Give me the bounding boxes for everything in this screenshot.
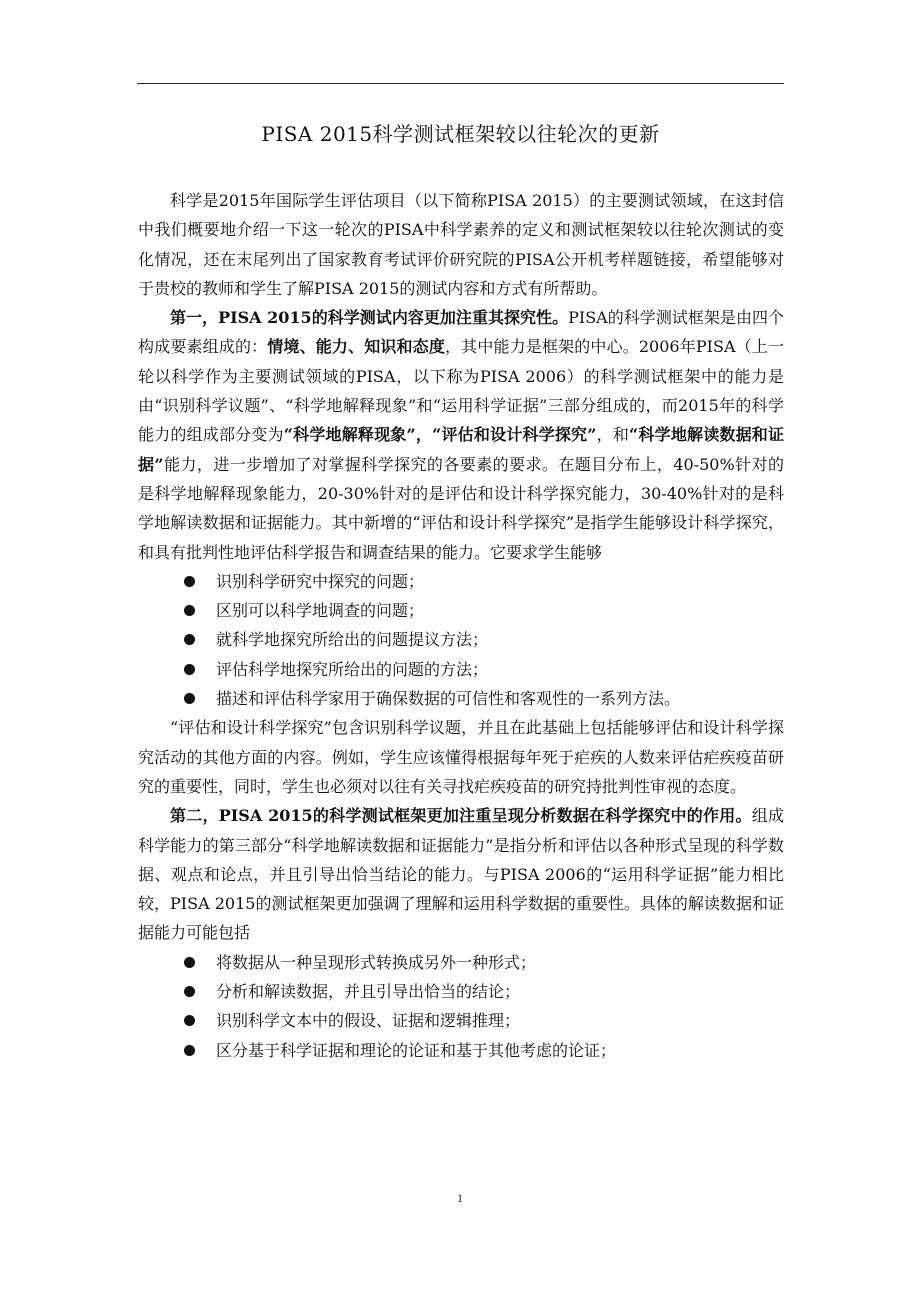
- list-item: [138, 948, 784, 977]
- list-item-text: 分析和解读数据，并且引导出恰当的结论；: [216, 982, 521, 1002]
- bullet-icon: [184, 957, 195, 968]
- list-item: [138, 596, 784, 625]
- page-number: 1: [457, 1191, 463, 1205]
- section1-text-4: 能力，进一步增加了对掌握科学探究的各要素的要求。在题目分布上，40-50%针对的是科学地解释现象能力，20-30%针对的是评估和设计科学探究能力，30-40%针对的是科学地解读数据和证据能力。其中新增的“评估和设计科学探究”是指学生能够设计科学探究，和具有批判性地评估科学报告和调查结果的能力。它要求学生能够: [138, 454, 784, 562]
- intro-paragraph: 科学是2015年国际学生评估项目（以下简称PISA 2015）的主要测试领域，在这封信中我们概要地介绍一下这一轮次的PISA中科学素养的定义和测试框架较以往轮次测试的变化情况，还在末尾列出了国家教育考试评价研究院的PISA公开机考样题链接，希望能够对于贵校的教师和学生了解PISA 2015的测试内容和方式有所帮助。: [138, 191, 784, 298]
- section1-competency-1: “科学地解释现象”，: [283, 425, 433, 445]
- section1-text-3: ，和: [596, 425, 630, 445]
- document-title: PISA 2015科学测试框架较以往轮次的更新: [261, 122, 660, 146]
- section1-competency-2: “评估和设计科学探究”: [432, 425, 597, 445]
- list-item-text: 将数据从一种呈现形式转换成另外一种形式；: [216, 952, 537, 972]
- list-item-text: 评估科学地探究所给出的问题的方法；: [216, 659, 489, 679]
- section1-text-1: PISA的科学测试框架是由四个构成要素组成的：: [138, 308, 785, 357]
- bullet-icon: [184, 634, 195, 645]
- list-item: [138, 567, 784, 596]
- bullet-icon: [184, 1015, 195, 1026]
- list-item-text: 区分基于科学证据和理论的论证和基于其他考虑的论证；: [216, 1040, 617, 1060]
- section1-paragraph: [138, 303, 784, 567]
- header-rule: [137, 83, 784, 84]
- list-item: [138, 977, 784, 1006]
- list-item: [138, 655, 784, 684]
- list-item: [138, 625, 784, 654]
- section1-text-2: ，其中能力是框架的中心。2006年PISA（上一轮以科学作为主要测试领域的PISA，以下称为PISA 2006）的科学测试框架中的能力是由“识别科学议题”、“科学地解释现象”和“运用科学证据”三部分组成的，而2015年的科学能力的组成部分变为: [138, 337, 784, 445]
- list-item: [138, 1006, 784, 1035]
- list-item-text: 描述和评估科学家用于确保数据的可信性和客观性的一系列方法。: [216, 689, 681, 709]
- section2-text: 组成科学能力的第三部分“科学地解读数据和证据能力”是指分析和评估以各种形式呈现的科学数据、观点和论点，并且引导出恰当结论的能力。与PISA 2006的“运用科学证据”能力相比较，PISA 2015的测试框架更加强调了理解和运用科学数据的重要性。具体的解读数据和证据能力可能包括: [138, 806, 784, 943]
- document-body: [138, 186, 784, 1065]
- bullet-icon: [184, 986, 195, 997]
- bullet-icon: [184, 605, 195, 616]
- section2-bullet-list: [138, 948, 784, 1065]
- bullet-icon: [184, 576, 195, 587]
- list-item-text: 区别可以科学地调查的问题；: [216, 601, 425, 621]
- list-item-text: 识别科学研究中探究的问题；: [216, 571, 425, 591]
- section1-competency-3: “科学地解读数据和证据”: [138, 425, 784, 474]
- section2-lead: 第二，PISA 2015的科学测试框架更加注重呈现分析数据在科学探究中的作用。: [170, 806, 752, 826]
- list-item: [138, 1036, 784, 1065]
- list-item-text: 识别科学文本中的假设、证据和逻辑推理；: [216, 1011, 521, 1031]
- list-item-text: 就科学地探究所给出的问题提议方法；: [216, 630, 489, 650]
- section1-bullet-list: [138, 567, 784, 713]
- bullet-icon: [184, 1045, 195, 1056]
- bullet-icon: [184, 693, 195, 704]
- section2-paragraph: [138, 801, 784, 947]
- section1-closing-paragraph: “评估和设计科学探究”包含识别科学议题，并且在此基础上包括能够评估和设计科学探究活动的其他方面的内容。例如，学生应该懂得根据每年死于疟疾的人数来评估疟疾疫苗研究的重要性，同时，学生也必须对以往有关寻找疟疾疫苗的研究持批判性审视的态度。: [138, 718, 784, 796]
- section1-elements: 情境、能力、知识和态度: [267, 337, 445, 357]
- section1-lead: 第一，PISA 2015的科学测试内容更加注重其探究性。: [170, 308, 569, 328]
- list-item: [138, 684, 784, 713]
- bullet-icon: [184, 664, 195, 675]
